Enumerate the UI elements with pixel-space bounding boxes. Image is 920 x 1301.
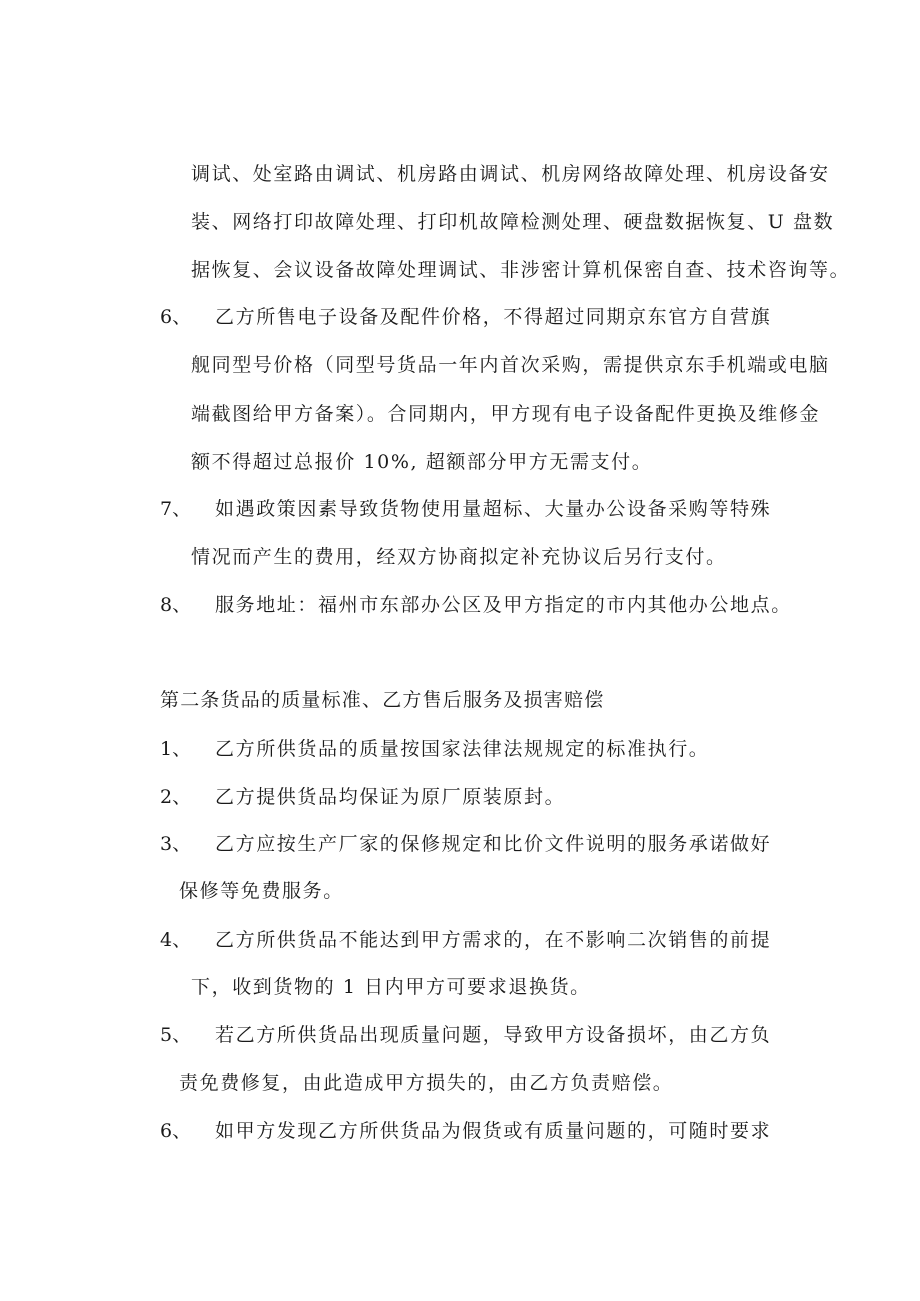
item-number: 3、 [160, 833, 192, 855]
item-number: 6、 [160, 1120, 192, 1142]
item-line: 端截图给甲方备案）。合同期内，甲方现有电子设备配件更换及维修金 [191, 403, 821, 425]
section-heading: 第二条货品的质量标准、乙方售后服务及损害赔偿 [160, 689, 605, 711]
item-line: 乙方所供货品不能达到甲方需求的，在不影响二次销售的前提 [215, 929, 772, 951]
item-number: 2、 [160, 786, 192, 808]
item-number: 1、 [160, 738, 192, 760]
item-line: 服务地址：福州市东部办公区及甲方指定的市内其他办公地点。 [215, 594, 792, 616]
item-line: 责免费修复，由此造成甲方损失的，由乙方负责赔偿。 [179, 1072, 674, 1094]
item-line: 乙方所供货品的质量按国家法律法规规定的标准执行。 [215, 738, 710, 760]
item-number: 7、 [160, 498, 192, 520]
item-number: 6、 [160, 306, 192, 328]
item-line: 舰同型号价格（同型号货品一年内首次采购，需提供京东手机端或电脑 [191, 354, 830, 376]
item-line: 额不得超过总报价 10%, 超额部分甲方无需支付。 [191, 451, 653, 473]
item-line: 乙方所售电子设备及配件价格，不得超过同期京东官方自营旗 [215, 306, 772, 328]
item-line: 如遇政策因素导致货物使用量超标、大量办公设备采购等特殊 [215, 498, 772, 520]
item-line: 情况而产生的费用，经双方协商拟定补充协议后另行支付。 [191, 546, 727, 568]
item-line: 如甲方发现乙方所供货品为假货或有质量问题的，可随时要求 [215, 1120, 772, 1142]
item-line: 乙方提供货品均保证为原厂原装原封。 [215, 786, 566, 808]
item-line: 若乙方所供货品出现质量问题，导致甲方设备损坏，由乙方负 [215, 1024, 772, 1046]
continuation-line: 据恢复、会议设备故障处理调试、非涉密计算机保密自查、技术咨询等。 [191, 259, 851, 281]
continuation-line: 装、网络打印故障处理、打印机故障检测处理、硬盘数据恢复、U 盘数 [191, 211, 835, 233]
item-line: 乙方应按生产厂家的保修规定和比价文件说明的服务承诺做好 [215, 833, 772, 855]
continuation-line: 调试、处室路由调试、机房路由调试、机房网络故障处理、机房设备安 [191, 163, 830, 185]
item-number: 4、 [160, 929, 192, 951]
item-number: 8、 [160, 594, 192, 616]
item-number: 5、 [160, 1024, 192, 1046]
item-line: 保修等免费服务。 [179, 880, 344, 902]
item-line: 下，收到货物的 1 日内甲方可要求退换货。 [191, 976, 591, 998]
